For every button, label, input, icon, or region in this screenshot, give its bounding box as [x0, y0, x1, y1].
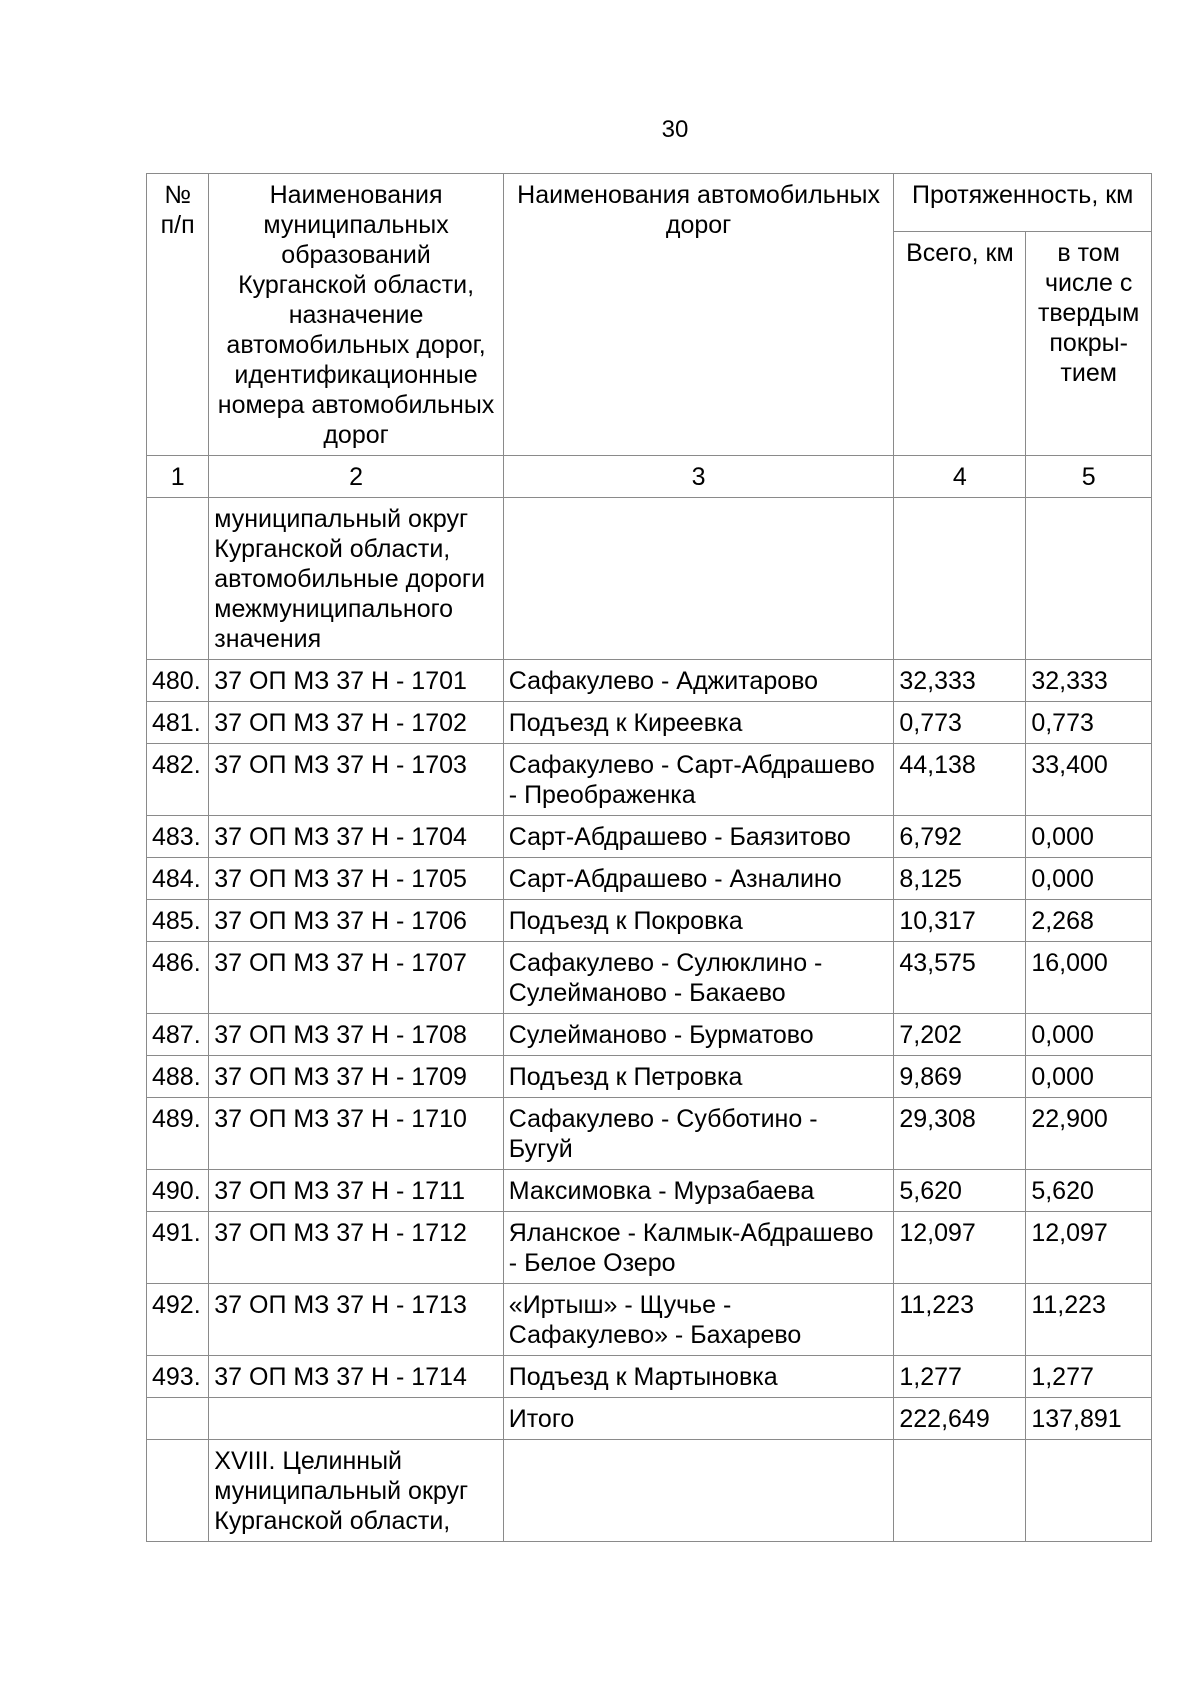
length-total: 32,333 [894, 660, 1026, 702]
length-paved: 16,000 [1026, 942, 1152, 1014]
row-number: 481. [147, 702, 209, 744]
road-id: 37 ОП МЗ 37 Н - 1702 [209, 702, 504, 744]
section-empty-cell [1026, 498, 1152, 660]
road-id: 37 ОП МЗ 37 Н - 1707 [209, 942, 504, 1014]
row-number: 489. [147, 1098, 209, 1170]
length-total: 7,202 [894, 1014, 1026, 1056]
road-name: Сарт-Абдрашево - Баязитово [503, 816, 894, 858]
road-name: Сафакулево - Сулюклино - Сулейманово - Бакаево [503, 942, 894, 1014]
row-number: 484. [147, 858, 209, 900]
row-number: 487. [147, 1014, 209, 1056]
header-municipality: Наименования муниципальных образований Курганской области, назначение автомобильных дорог, идентификационные номера автомобильных дорог [209, 174, 504, 456]
road-name: Сафакулево - Субботино - Бугуй [503, 1098, 894, 1170]
header-paved: в том числе с твердым покры-тием [1026, 232, 1152, 456]
length-paved: 2,268 [1026, 900, 1152, 942]
total-paved: 137,891 [1026, 1398, 1152, 1440]
table-row [147, 1356, 1152, 1398]
section-title: XVIII. Целинный муниципальный округ Курганской области, [209, 1440, 504, 1542]
header-number: № п/п [147, 174, 209, 456]
column-index: 3 [503, 456, 894, 498]
road-id: 37 ОП МЗ 37 Н - 1701 [209, 660, 504, 702]
column-index: 4 [894, 456, 1026, 498]
section-empty-cell [894, 1440, 1026, 1542]
table-row [147, 744, 1152, 816]
road-id: 37 ОП МЗ 37 Н - 1705 [209, 858, 504, 900]
total-empty-cell [209, 1398, 504, 1440]
page-number: 30 [661, 116, 689, 143]
road-id: 37 ОП МЗ 37 Н - 1714 [209, 1356, 504, 1398]
road-name: Яланское - Калмык-Абдрашево - Белое Озеро [503, 1212, 894, 1284]
row-number: 491. [147, 1212, 209, 1284]
length-paved: 0,000 [1026, 858, 1152, 900]
table-row [147, 1284, 1152, 1356]
road-id: 37 ОП МЗ 37 Н - 1703 [209, 744, 504, 816]
road-name: Подъезд к Киреевка [503, 702, 894, 744]
length-paved: 12,097 [1026, 1212, 1152, 1284]
table-row [147, 660, 1152, 702]
road-name: Сарт-Абдрашево - Азналино [503, 858, 894, 900]
length-total: 29,308 [894, 1098, 1026, 1170]
road-name: Подъезд к Мартыновка [503, 1356, 894, 1398]
row-number: 490. [147, 1170, 209, 1212]
road-name: Подъезд к Петровка [503, 1056, 894, 1098]
length-total: 8,125 [894, 858, 1026, 900]
length-paved: 1,277 [1026, 1356, 1152, 1398]
length-total: 5,620 [894, 1170, 1026, 1212]
section-empty-cell [894, 498, 1026, 660]
table-row [147, 1056, 1152, 1098]
total-label: Итого [503, 1398, 894, 1440]
length-total: 44,138 [894, 744, 1026, 816]
row-number: 492. [147, 1284, 209, 1356]
column-index: 2 [209, 456, 504, 498]
section-empty-cell [147, 498, 209, 660]
road-name: Подъезд к Покровка [503, 900, 894, 942]
length-paved: 33,400 [1026, 744, 1152, 816]
table-row [147, 900, 1152, 942]
roads-table [146, 173, 1152, 1542]
header-road-name: Наименования автомобильных дорог [503, 174, 894, 456]
total-empty-cell [147, 1398, 209, 1440]
road-id: 37 ОП МЗ 37 Н - 1712 [209, 1212, 504, 1284]
length-total: 43,575 [894, 942, 1026, 1014]
section-title: муниципальный округ Курганской области, автомобильные дороги межмуниципального значения [209, 498, 504, 660]
length-total: 0,773 [894, 702, 1026, 744]
row-number: 488. [147, 1056, 209, 1098]
header-total: Всего, км [894, 232, 1026, 456]
length-paved: 0,000 [1026, 1056, 1152, 1098]
length-paved: 0,000 [1026, 1014, 1152, 1056]
length-total: 10,317 [894, 900, 1026, 942]
road-id: 37 ОП МЗ 37 Н - 1711 [209, 1170, 504, 1212]
column-index: 5 [1026, 456, 1152, 498]
road-id: 37 ОП МЗ 37 Н - 1706 [209, 900, 504, 942]
total-length: 222,649 [894, 1398, 1026, 1440]
table-row [147, 942, 1152, 1014]
table-row [147, 816, 1152, 858]
road-id: 37 ОП МЗ 37 Н - 1704 [209, 816, 504, 858]
section-empty-cell [503, 1440, 894, 1542]
table-row [147, 702, 1152, 744]
road-name: Сафакулево - Аджитарово [503, 660, 894, 702]
length-total: 12,097 [894, 1212, 1026, 1284]
length-paved: 5,620 [1026, 1170, 1152, 1212]
road-id: 37 ОП МЗ 37 Н - 1710 [209, 1098, 504, 1170]
length-total: 6,792 [894, 816, 1026, 858]
column-index: 1 [147, 456, 209, 498]
section-empty-cell [147, 1440, 209, 1542]
row-number: 485. [147, 900, 209, 942]
header-length-group: Протяженность, км [894, 174, 1152, 232]
section-row [147, 1440, 1152, 1542]
row-number: 482. [147, 744, 209, 816]
length-total: 11,223 [894, 1284, 1026, 1356]
road-id: 37 ОП МЗ 37 Н - 1713 [209, 1284, 504, 1356]
length-paved: 11,223 [1026, 1284, 1152, 1356]
header-row [147, 174, 1152, 232]
row-number: 486. [147, 942, 209, 1014]
table-row [147, 1014, 1152, 1056]
table-row [147, 1098, 1152, 1170]
road-name: Сулейманово - Бурматово [503, 1014, 894, 1056]
column-index-row [147, 456, 1152, 498]
road-id: 37 ОП МЗ 37 Н - 1708 [209, 1014, 504, 1056]
section-row [147, 498, 1152, 660]
length-paved: 0,773 [1026, 702, 1152, 744]
row-number: 493. [147, 1356, 209, 1398]
total-row [147, 1398, 1152, 1440]
section-empty-cell [1026, 1440, 1152, 1542]
section-empty-cell [503, 498, 894, 660]
road-name: Сафакулево - Сарт-Абдрашево - Преображенка [503, 744, 894, 816]
road-id: 37 ОП МЗ 37 Н - 1709 [209, 1056, 504, 1098]
length-paved: 32,333 [1026, 660, 1152, 702]
length-total: 1,277 [894, 1356, 1026, 1398]
row-number: 483. [147, 816, 209, 858]
row-number: 480. [147, 660, 209, 702]
road-name: «Иртыш» - Щучье - Сафакулево» - Бахарево [503, 1284, 894, 1356]
table-row [147, 1212, 1152, 1284]
length-total: 9,869 [894, 1056, 1026, 1098]
length-paved: 22,900 [1026, 1098, 1152, 1170]
length-paved: 0,000 [1026, 816, 1152, 858]
road-name: Максимовка - Мурзабаева [503, 1170, 894, 1212]
table-row [147, 858, 1152, 900]
table-row [147, 1170, 1152, 1212]
